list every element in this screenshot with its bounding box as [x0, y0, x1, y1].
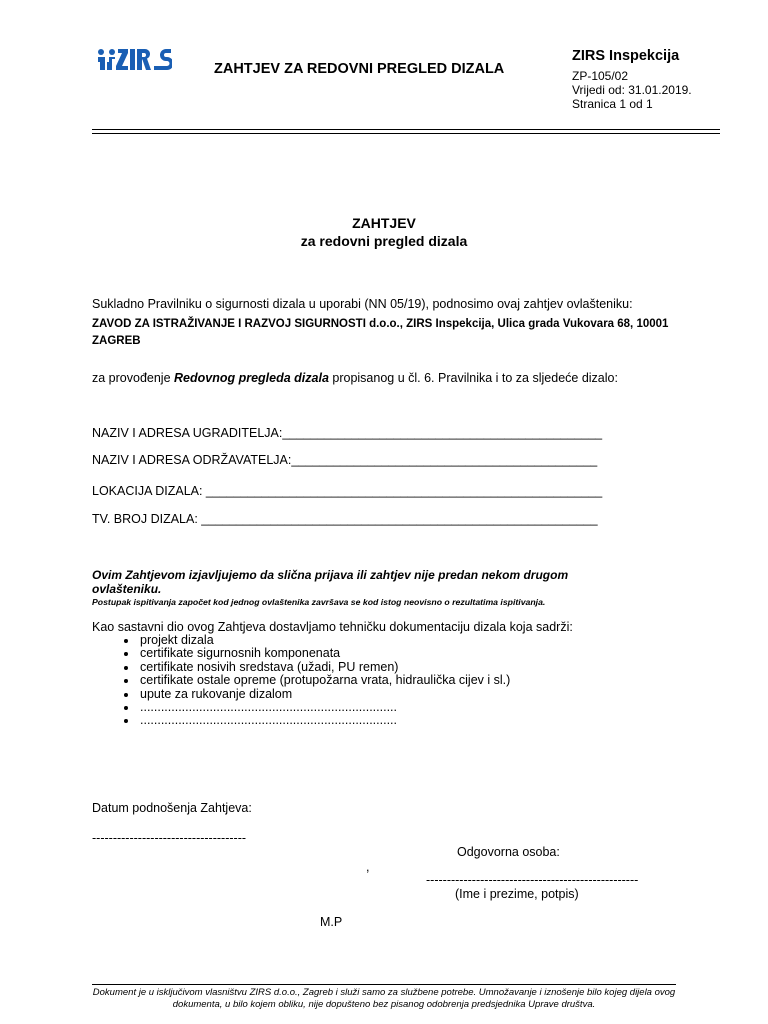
- list-item: • projekt dizala: [138, 634, 510, 647]
- signature-line[interactable]: ---------------------------------------------------: [426, 873, 639, 887]
- declaration: [92, 568, 568, 596]
- installer-field[interactable]: NAZIV I ADRESA UGRADITELJA:______________________________________________: [92, 426, 603, 440]
- page-number: Stranica 1 od 1: [572, 97, 653, 111]
- date-line[interactable]: -------------------------------------: [92, 831, 247, 845]
- doc-code: ZP-105/02: [572, 69, 629, 83]
- list-item: • certifikate nosivih sredstava (užadi, PU remen): [138, 661, 510, 674]
- intro-line: Sukladno Pravilniku o sigurnosti dizala u uporabi (NN 05/19), podnosimo ovaj zahtjev ovlašteniku:: [92, 297, 633, 311]
- document-title: [0, 214, 768, 250]
- comma-mark: ,: [366, 860, 370, 874]
- footer-notice: Dokument je u isključivom vlasništvu ZIRS d.o.o., Zagreb i služi samo za službene potrebe. Umnožavanje i iznošenje bilo kojeg dijela ovog dokumenta, u bilo kojem obliku, nije dopušteno bez pisanog odobrenja predsjednika Uprave društva.: [92, 987, 676, 1010]
- header-divider-bottom: [92, 133, 720, 134]
- org-address-line-2: ZAGREB: [92, 335, 141, 347]
- document-meta: [572, 69, 692, 111]
- declaration-line-2: ovlašteniku.: [92, 582, 162, 596]
- purpose-pre: za provođenje: [92, 371, 175, 385]
- date-label: Datum podnošenja Zahtjeva:: [92, 801, 252, 815]
- serial-number-field[interactable]: TV. BROJ DIZALA: _________________________________________________________: [92, 512, 598, 526]
- purpose-post: propisanog u čl. 6. Pravilnika i to za sljedeće dizalo:: [328, 371, 618, 385]
- location-field[interactable]: LOKACIJA DIZALA: _________________________________________________________: [92, 484, 603, 498]
- signature-caption: (Ime i prezime, potpis): [455, 887, 579, 901]
- list-item: • certifikate ostale opreme (protupožarna vrata, hidraulička cijev i sl.): [138, 674, 510, 687]
- stamp-label: M.P: [320, 915, 343, 929]
- valid-from: Vrijedi od: 31.01.2019.: [572, 83, 692, 97]
- docs-intro: Kao sastavni dio ovog Zahtjeva dostavljamo tehničku dokumentaciju dizala koja sadrži:: [92, 620, 573, 634]
- docs-list: [92, 634, 510, 728]
- org-address-line-1: ZAVOD ZA ISTRAŽIVANJE I RAZVOJ SIGURNOSTI d.o.o., ZIRS Inspekcija, Ulica grada Vukovara 68, 10001: [92, 318, 669, 330]
- org-name: ZIRS Inspekcija: [572, 48, 680, 64]
- footer-divider: [92, 984, 676, 985]
- zirs-logo: [96, 46, 172, 72]
- title-line-2: za redovni pregled dizala: [300, 233, 468, 249]
- list-item-blank[interactable]: • ..........................................................................: [138, 714, 510, 727]
- header-divider-top: [92, 129, 720, 130]
- declaration-line-1: Ovim Zahtjevom izjavljujemo da slična prijava ili zahtjev nije predan nekom drugom: [92, 568, 569, 582]
- maintainer-field[interactable]: NAZIV I ADRESA ODRŽAVATELJA:____________________________________________: [92, 453, 598, 467]
- purpose-line: [92, 371, 618, 385]
- title-line-1: ZAHTJEV: [352, 215, 416, 231]
- purpose-emphasis: Redovnog pregleda dizala: [174, 371, 329, 385]
- responsible-person-label: Odgovorna osoba:: [457, 845, 560, 859]
- list-item: • upute za rukovanje dizalom: [138, 688, 510, 701]
- list-item: • certifikate sigurnosnih komponenata: [138, 647, 510, 660]
- header-title: ZAHTJEV ZA REDOVNI PREGLED DIZALA: [214, 61, 505, 77]
- declaration-note: Postupak ispitivanja započet kod jednog ovlaštenika završava se kod istog neovisno o rezultatima ispitivanja.: [92, 597, 546, 607]
- list-item-blank[interactable]: • ..........................................................................: [138, 701, 510, 714]
